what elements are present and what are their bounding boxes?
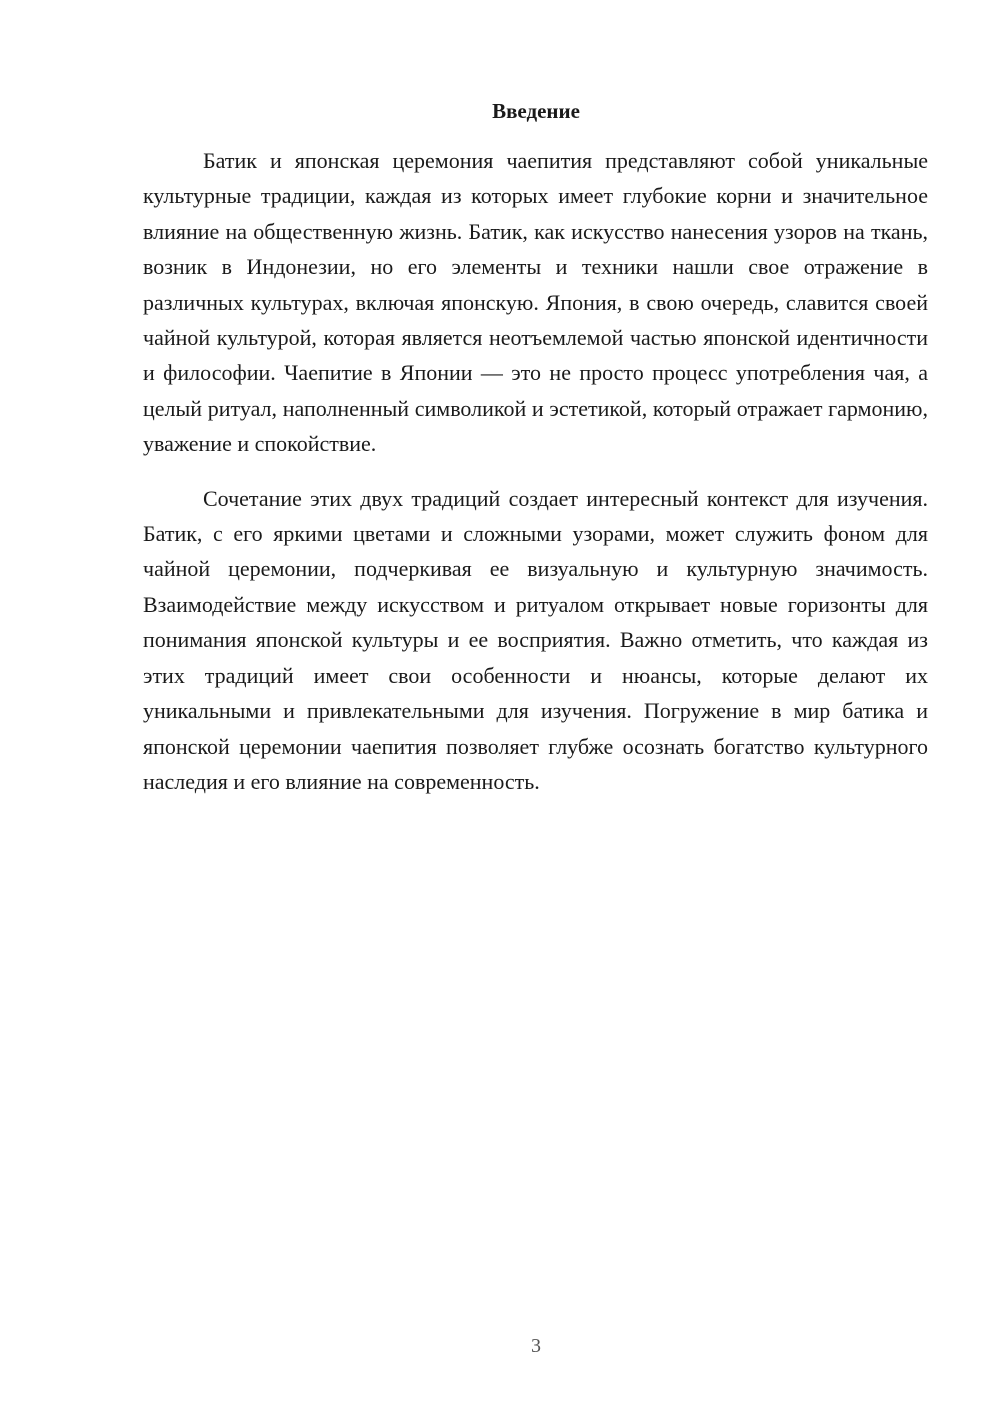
paragraph-1: Батик и японская церемония чаепития представляют собой уникальные культурные традиции, каждая из которых имеет глубокие корни и значительное влияние на общественную жизнь. Батик, как искусство нанесения узоров на ткань, возник в Индонезии, но его элементы и техники нашли свое отражение в различных культурах, включая японскую. Япония, в свою очередь, славится своей чайной культурой, которая является неотъемлемой частью японской идентичности и философии. Чаепитие в Японии — это не просто процесс употребления чая, а целый ритуал, наполненный символикой и эстетикой, который отражает гармонию, уважение и спокойствие. [143, 148, 928, 457]
page-number: 3 [531, 1335, 541, 1357]
paragraph-2: Сочетание этих двух традиций создает интересный контекст для изучения. Батик, с его яркими цветами и сложными узорами, может служить фоном для чайной церемонии, подчеркивая ее визуальную и культурную значимость. Взаимодействие между искусством и ритуалом открывает новые горизонты для понимания японской культуры и ее восприятия. Важно отметить, что каждая из этих традиций имеет свои особенности и нюансы, которые делают их уникальными и привлекательными для изучения. Погружение в мир батика и японской церемонии чаепития позволяет глубже осознать богатство культурного наследия и его влияние на современность. [143, 485, 928, 794]
section-heading: Введение [492, 99, 580, 123]
body-text [143, 143, 928, 799]
